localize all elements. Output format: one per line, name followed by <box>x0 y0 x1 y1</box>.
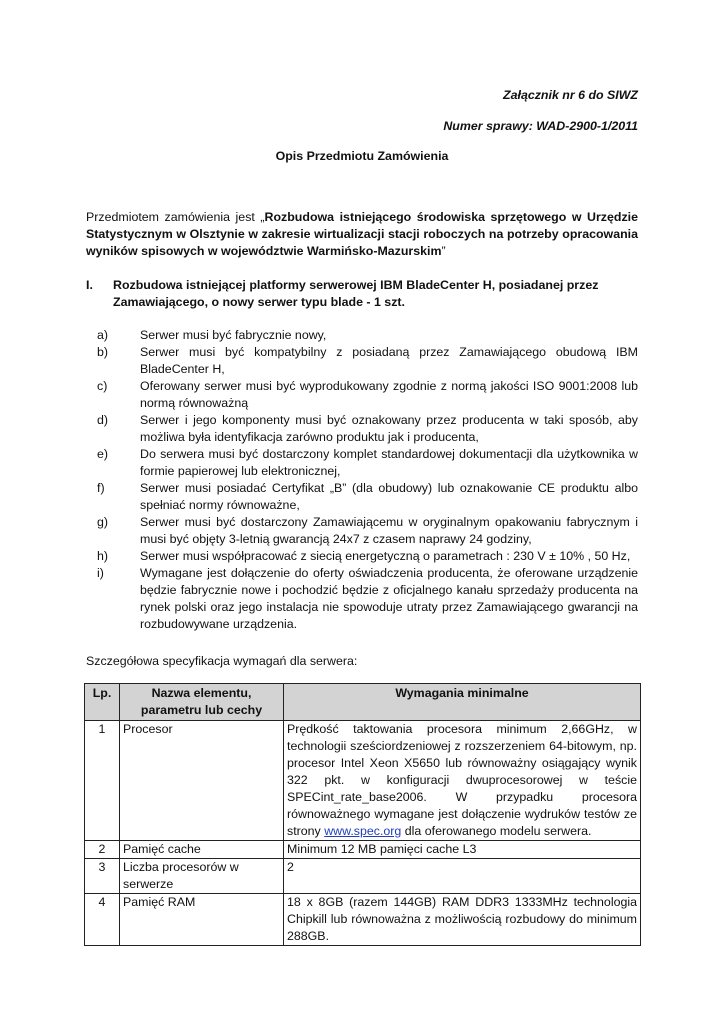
list-item <box>97 378 638 412</box>
cell-requirements: Minimum 12 MB pamięci cache L3 <box>284 841 641 859</box>
cell-requirements: 18 x 8GB (razem 144GB) RAM DDR3 1333MHz technologia Chipkill lub równoważna z możliwością rozbudowy do minimum 288GB. <box>284 894 641 946</box>
list-item-label: b) <box>97 345 109 359</box>
cell-lp: 4 <box>85 894 120 946</box>
attachment-label: Załącznik nr 6 do SIWZ <box>503 88 638 102</box>
list-item-label: d) <box>97 413 109 427</box>
section-heading <box>86 277 638 311</box>
cell-lp: 3 <box>85 859 120 894</box>
requirements-text-after: dla oferowanego modelu serwera. <box>401 824 592 838</box>
list-item <box>97 446 638 480</box>
header-lp: Lp. <box>85 684 120 721</box>
intro-paragraph <box>86 209 638 260</box>
list-item-text: Serwer i jego komponenty musi być oznakowany przez producenta w taki sposób, aby możliwa była identyfikacja zarówno produktu jak i producenta, <box>140 413 638 444</box>
list-item-label: f) <box>97 481 105 495</box>
section-number: I. <box>86 278 93 292</box>
cell-name: Pamięć cache <box>120 841 284 859</box>
list-item-label: g) <box>97 515 109 529</box>
list-item-text: Serwer musi posiadać Certyfikat „B” (dla obudowy) lub oznakowanie CE produktu albo spełniać normy równoważne, <box>140 481 638 512</box>
spec-org-link[interactable]: www.spec.org <box>324 824 402 838</box>
list-item-text: Oferowany serwer musi być wyprodukowany zgodnie z normą jakości ISO 9001:2008 lub normą równoważną <box>140 379 638 410</box>
list-item <box>97 548 638 565</box>
list-item <box>97 514 638 548</box>
intro-suffix: ” <box>441 244 446 258</box>
list-item-text: Serwer musi być fabrycznie nowy, <box>140 328 327 342</box>
spec-table <box>84 683 641 946</box>
list-item-label: h) <box>97 549 109 563</box>
list-item-label: c) <box>97 379 108 393</box>
cell-name: Pamięć RAM <box>120 894 284 946</box>
list-item <box>97 412 638 446</box>
requirements-text: Prędkość taktowania procesora minimum 2,66GHz, w technologii sześciordzeniowej z rozszerzeniem 64-bitowym, np. procesor Intel Xeon X5650 lub równoważny osiągający wynik 322 pkt. w konfiguracji dwuprocesorowej w teście SPECint_rate_base2006. W przypadku procesora równoważnego wymagane jest dołączenie wydruków testów ze strony <box>287 722 637 838</box>
intro-prefix: Przedmiotem zamówienia jest „ <box>86 210 265 224</box>
table-row <box>85 841 641 859</box>
page-title: Opis Przedmiotu Zamówienia <box>275 149 449 163</box>
table-row <box>85 721 641 841</box>
spec-intro: Szczegółowa specyfikacja wymagań dla serwera: <box>86 654 358 668</box>
list-item-text: Serwer musi być kompatybilny z posiadaną przez Zamawiającego obudową IBM BladeCenter H, <box>140 345 638 376</box>
header-name: Nazwa elementu, parametru lub cechy <box>120 684 284 721</box>
table-row <box>85 894 641 946</box>
intro-subject: Rozbudowa istniejącego środowiska sprzętowego w Urzędzie Statystycznym w Olsztynie w zakresie wirtualizacji stacji roboczych na potrzeby opracowania wyników spisowych w województwie Warmińsko-Mazurskim <box>86 210 638 258</box>
section-text: Rozbudowa istniejącej platformy serwerowej IBM BladeCenter H, posiadanej przez Zamawiającego, o nowy serwer typu blade - 1 szt. <box>113 278 599 309</box>
list-item-text: Do serwera musi być dostarczony komplet standardowej dokumentacji dla użytkownika w formie papierowej lub elektronicznej, <box>140 447 638 478</box>
table-row <box>85 859 641 894</box>
list-item-text: Wymagane jest dołączenie do oferty oświadczenia producenta, że oferowane urządzenie będzie fabrycznie nowe i pochodzić będzie z oficjalnego kanału sprzedaży producenta na rynek polski oraz jego instalacja nie spowoduje utraty przez Zamawiającego gwarancji na rozbudowywane urządzenia. <box>140 566 638 631</box>
cell-requirements: 2 <box>284 859 641 894</box>
cell-name: Procesor <box>120 721 284 841</box>
cell-requirements <box>284 721 641 841</box>
list-item <box>97 344 638 378</box>
list-item <box>97 565 638 633</box>
requirements-list <box>97 327 638 633</box>
cell-name: Liczba procesorów w serwerze <box>120 859 284 894</box>
case-number: Numer sprawy: WAD-2900-1/2011 <box>443 119 638 133</box>
cell-lp: 1 <box>85 721 120 841</box>
list-item-label: i) <box>97 566 104 580</box>
list-item-text: Serwer musi współpracować z siecią energetyczną o parametrach : 230 V ± 10% , 50 Hz, <box>140 549 631 563</box>
list-item-label: e) <box>97 447 109 461</box>
list-item-text: Serwer musi być dostarczony Zamawiającemu w oryginalnym opakowaniu fabrycznym i musi być objęty 3-letnią gwarancją 24x7 z czasem naprawy 24 godziny, <box>140 515 638 546</box>
cell-lp: 2 <box>85 841 120 859</box>
list-item-label: a) <box>97 328 109 342</box>
list-item <box>97 327 638 344</box>
header-requirements: Wymagania minimalne <box>284 684 641 721</box>
list-item <box>97 480 638 514</box>
table-header-row <box>85 684 641 721</box>
